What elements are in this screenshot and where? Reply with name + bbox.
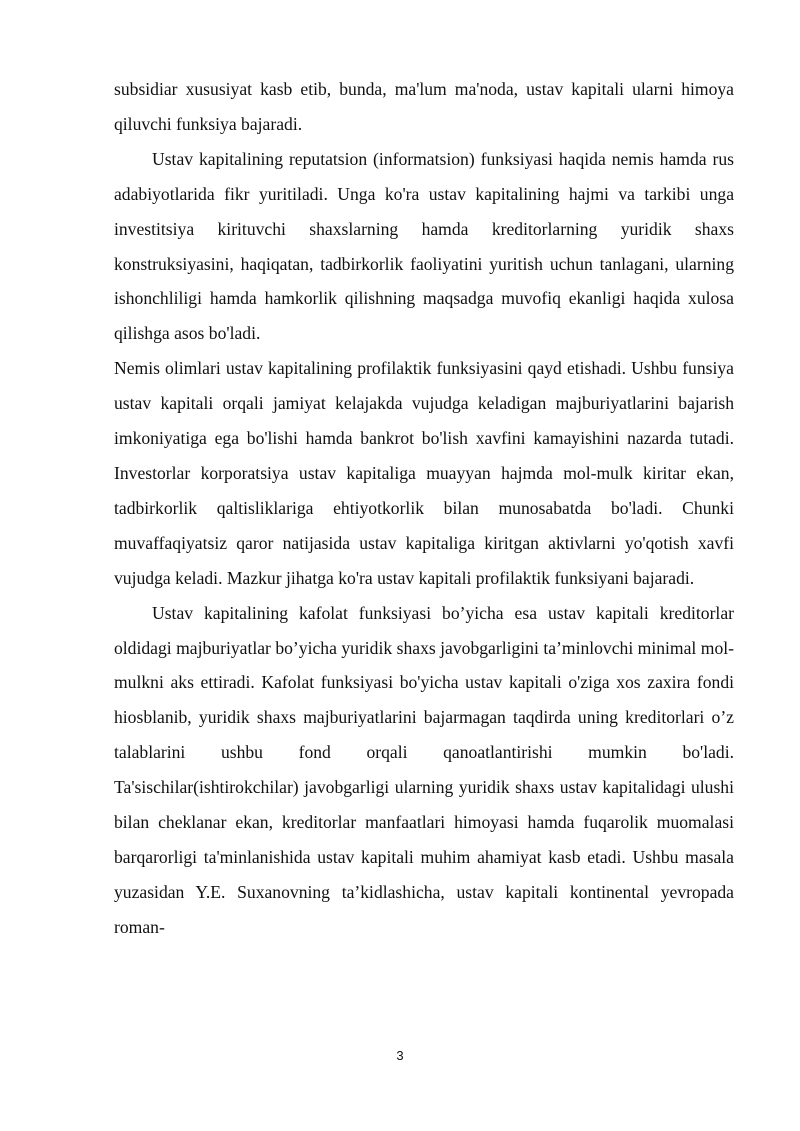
- paragraph-guarantee-function: Ustav kapitalining kafolat funksiyasi bo’yicha esa ustav kapitali kreditorlar oldidagi majburiyatlar bo’yicha yuridik shaxs javobgarligini ta’minlovchi minimal mol-mulkni aks ettiradi. Kafolat funksiyasi bo'yicha ustav kapitali o'ziga xos zaxira fondi hiosblanib, yuridik shaxs majburiyatlarini bajarmagan taqdirda uning kreditorlari o’z talablarini ushbu fond orqali qanoatlantirishi mumkin bo'ladi. Ta'sischilar(ishtirokchilar) javobgarligi ularning yuridik shaxs ustav kapitalidagi ulushi bilan cheklanar ekan, kreditorlar manfaatlari himoyasi hamda fuqarolik muomalasi barqarorligi ta'minlanishida ustav kapitali muhim ahamiyat kasb etadi. Ushbu masala yuzasidan Y.E. Suxanovning ta’kidlashicha, ustav kapitali kontinental yevropada roman-: [114, 602, 734, 937]
- paragraph-reputational-function: Ustav kapitalining reputatsion (informatsion) funksiyasi haqida nemis hamda rus adabiyotlarida fikr yuritiladi. Unga ko'ra ustav kapitalining hajmi va tarkibi unga investitsiya kirituvchi shaxslarning hamda kreditorlarning yuridik shaxs konstruksiyasini, haqiqatan, tadbirkorlik faoliyatini yuritish uchun tanlagani, ularning ishonchliligi hamda hamkorlik qilishning maqsadga muvofiq ekanligi haqida xulosa qilishga asos bo'ladi.: [114, 148, 734, 344]
- body-text: [114, 72, 734, 945]
- paragraph-preventive-function: Nemis olimlari ustav kapitalining profilaktik funksiyasini qayd etishadi. Ushbu funsiya ustav kapitali orqali jamiyat kelajakda vujudga keladigan majburiyatlarini bajarish imkoniyatiga ega bo'lishi hamda bankrot bo'lish xavfini kamayishini nazarda tutadi. Investorlar korporatsiya ustav kapitaliga muayyan hajmda mol-mulk kiritar ekan, tadbirkorlik qaltisliklariga ehtiyotkorlik bilan munosabatda bo'ladi. Chunki muvaffaqiyatsiz qaror natijasida ustav kapitaliga kiritgan aktivlarni yo'qotish xavfi vujudga keladi. Mazkur jihatga ko'ra ustav kapitali profilaktik funksiyani bajaradi.: [114, 358, 734, 588]
- page-number: 3: [396, 1048, 404, 1063]
- paragraph-continuation: subsidiar xususiyat kasb etib, bunda, ma'lum ma'noda, ustav kapitali ularni himoya qiluvchi funksiya bajaradi.: [114, 79, 734, 134]
